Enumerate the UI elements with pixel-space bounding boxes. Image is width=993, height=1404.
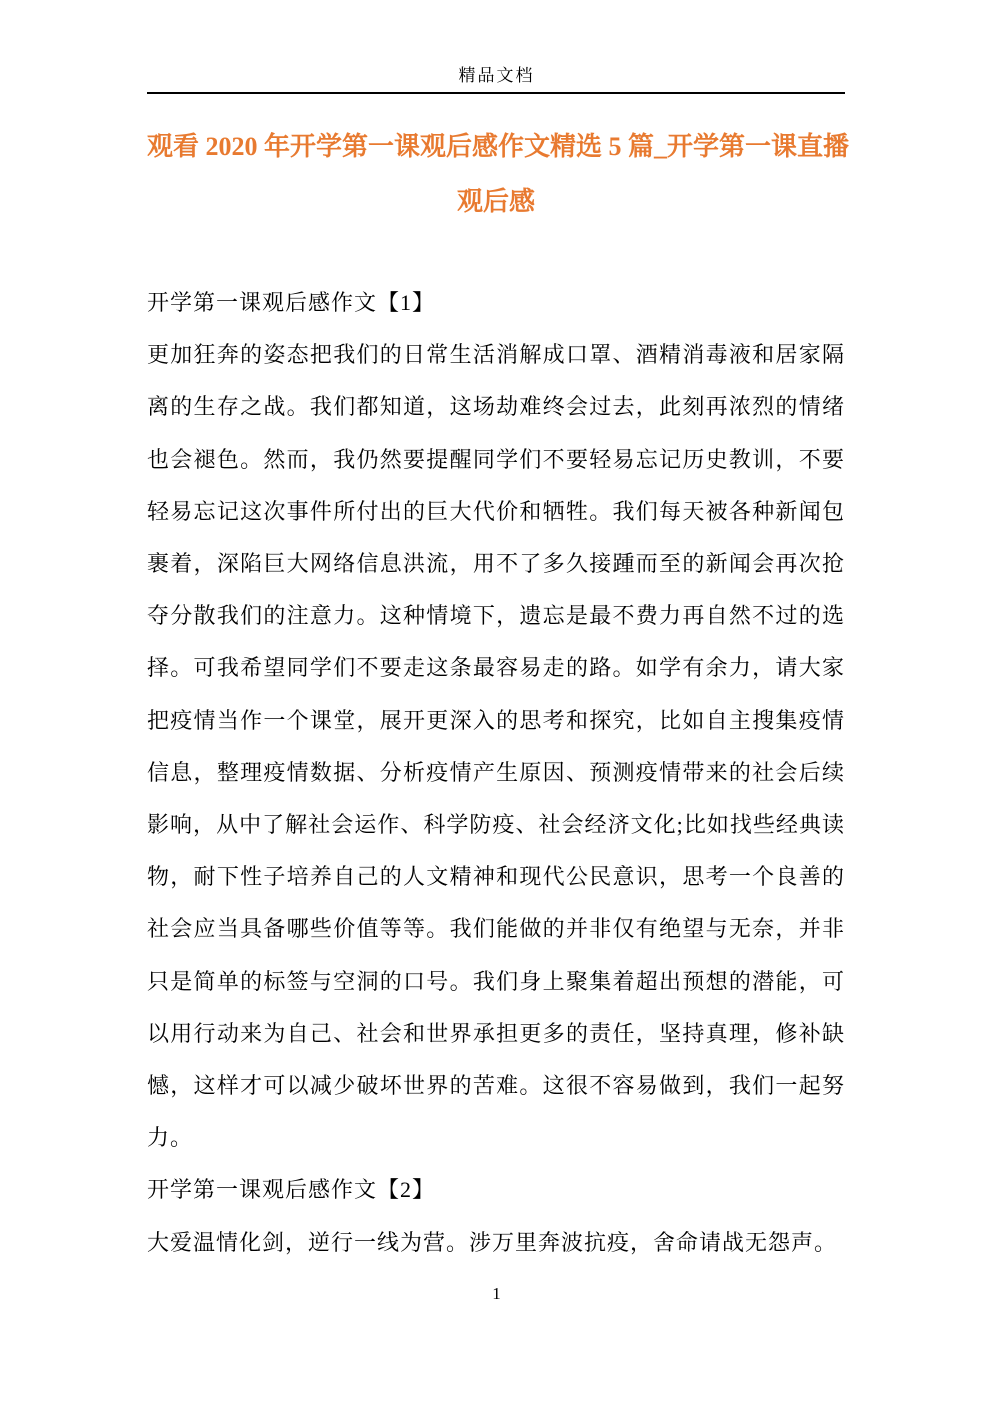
- header-watermark: 精品文档: [458, 66, 535, 85]
- document-title: [147, 119, 850, 229]
- page-number: 1: [492, 1284, 501, 1303]
- header-divider: [147, 92, 845, 94]
- essay-section-heading-2: 开学第一课观后感作文【2】: [147, 1177, 436, 1203]
- essay-paragraph-1: 更加狂奔的姿态把我们的日常生活消解成口罩、酒精消毒液和居家隔离的生存之战。我们都知道，这场劫难终会过去，此刻再浓烈的情绪也会褪色。然而，我仍然要提醒同学们不要轻易忘记历史教训，不要轻易忘记这次事件所付出的巨大代价和牺牲。我们每天被各种新闻包裹着，深陷巨大网络信息洪流，用不了多久接踵而至的新闻会再次抢夺分散我们的注意力。这种情境下，遗忘是最不费力再自然不过的选择。可我希望同学们不要走这条最容易走的路。如学有余力，请大家把疫情当作一个课堂，展开更深入的思考和探究，比如自主搜集疫情信息，整理疫情数据、分析疫情产生原因、预测疫情带来的社会后续影响，从中了解社会运作、科学防疫、社会经济文化;比如找些经典读物，耐下性子培养自己的人文精神和现代公民意识，思考一个良善的社会应当具备哪些价值等等。我们能做的并非仅有绝望与无奈，并非只是简单的标签与空洞的口号。我们身上聚集着超出预想的潜能，可以用行动来为自己、社会和世界承担更多的责任，坚持真理，修补缺憾，这样才可以减少破坏世界的苦难。这很不容易做到，我们一起努力。: [147, 342, 845, 1151]
- document-title-line-1: 观看 2020 年开学第一课观后感作文精选 5 篇_开学第一课直播: [147, 132, 850, 161]
- document-title-line-2: 观后感: [456, 187, 535, 216]
- document-body: [147, 277, 845, 1269]
- essay-paragraph-2: 大爱温情化剑，逆行一线为营。涉万里奔波抗疫，舍命请战无怨声。: [147, 1229, 838, 1255]
- essay-section-heading-1: 开学第一课观后感作文【1】: [147, 290, 436, 315]
